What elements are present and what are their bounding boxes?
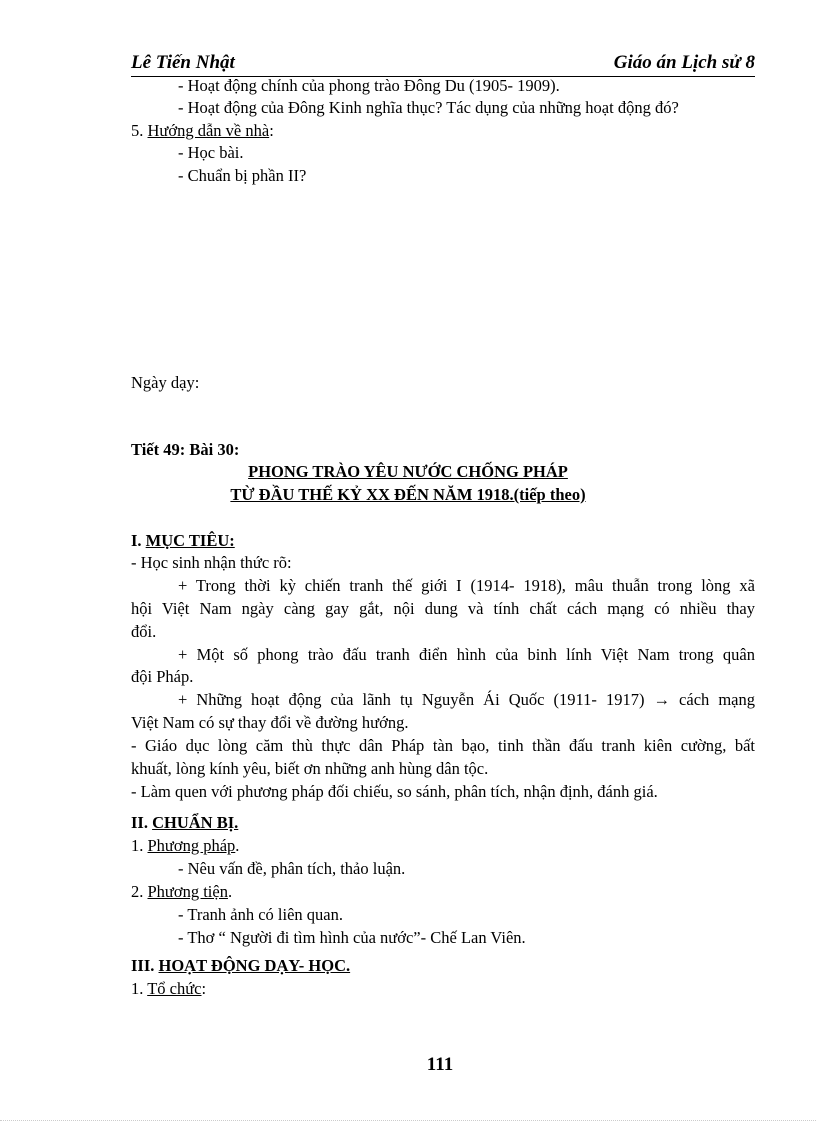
homework-colon: : — [269, 121, 274, 140]
materials-item-1: - Tranh ảnh có liên quan. — [178, 905, 343, 924]
lesson-code: Tiết 49: Bài 30: — [131, 440, 240, 459]
organization-heading — [131, 979, 206, 999]
materials-number: 2. — [131, 882, 148, 901]
date-label: Ngày dạy: — [131, 373, 200, 392]
header-book-title: Giáo án Lịch sử 8 — [613, 52, 755, 73]
section-2-title: CHUẨN BỊ. — [152, 813, 239, 832]
section-1-number: I. — [131, 531, 146, 550]
method-dot: . — [235, 836, 240, 855]
objective-intro: - Học sinh nhận thức rõ: — [131, 553, 292, 572]
objective-5: - Làm quen với phương pháp đối chiếu, so sánh, phân tích, nhận định, đánh giá. — [131, 782, 658, 801]
section-3-title: HOẠT ĐỘNG DẠY- HỌC. — [158, 956, 351, 975]
section-3-number: III. — [131, 956, 159, 975]
objective-3-line-1: + Những hoạt động của lãnh tụ Nguyễn Ái Quốc (1911- 1917) → cách mạng — [178, 690, 755, 709]
objective-1-line-1: + Trong thời kỳ chiến tranh thế giới I (1914- 1918), mâu thuẫn trong lòng xã — [178, 576, 755, 595]
objective-1-line-2: hội Việt Nam ngày càng gay gắt, nội dung và tính chất cách mạng có nhiều thay — [131, 599, 755, 618]
homework-label: Hướng dẫn về nhà — [147, 121, 270, 140]
objective-4-line-1: - Giáo dục lòng căm thù thực dân Pháp tàn bạo, tinh thần đấu tranh kiên cường, bất — [131, 736, 755, 755]
objective-3-line-2: Việt Nam có sự thay đổi về đường hướng. — [131, 713, 409, 732]
page-number: 111 — [426, 1054, 454, 1075]
method-label: Phương pháp — [147, 836, 236, 855]
lesson-title-line-2: TỪ ĐẦU THẾ KỶ XX ĐẾN NĂM 1918.(tiếp theo) — [230, 485, 586, 504]
organization-label: Tổ chức — [147, 979, 202, 998]
materials-label: Phương tiện — [147, 882, 228, 901]
objective-1-line-3: đổi. — [131, 622, 157, 641]
method-heading — [131, 836, 239, 856]
objective-2-line-1: + Một số phong trào đấu tranh điển hình của binh lính Việt Nam trong quân — [178, 645, 755, 664]
header-author: Lê Tiến Nhật — [131, 52, 235, 73]
section-1-title: MỤC TIÊU: — [145, 531, 235, 550]
section-2-heading — [131, 813, 238, 833]
lesson-title-line-1: PHONG TRÀO YÊU NƯỚC CHỐNG PHÁP — [248, 462, 568, 481]
materials-dot: . — [227, 882, 233, 901]
review-question-2: - Hoạt động của Đông Kinh nghĩa thục? Tác dụng của những hoạt động đó? — [178, 98, 679, 117]
page-header — [131, 52, 755, 77]
method-number: 1. — [131, 836, 148, 855]
materials-heading — [131, 882, 232, 902]
section-1-heading — [131, 531, 235, 551]
section-3-heading — [131, 956, 350, 976]
homework-heading — [131, 121, 274, 141]
objective-4-line-2: khuất, lòng kính yêu, biết ơn những anh hùng dân tộc. — [131, 759, 489, 778]
objective-2-line-2: đội Pháp. — [131, 667, 194, 686]
method-item-1: - Nêu vấn đề, phân tích, thảo luận. — [178, 859, 406, 878]
homework-item-1: - Học bài. — [178, 143, 244, 162]
homework-number: 5. — [131, 121, 148, 140]
organization-number: 1. — [131, 979, 148, 998]
homework-item-2: - Chuẩn bị phần II? — [178, 166, 307, 185]
section-2-number: II. — [131, 813, 153, 832]
organization-colon: : — [201, 979, 207, 998]
review-question-1: - Hoạt động chính của phong trào Đông Du (1905- 1909). — [178, 76, 560, 95]
page-bottom-divider — [0, 1120, 816, 1121]
materials-item-2: - Thơ “ Người đi tìm hình của nước”- Chế Lan Viên. — [178, 928, 526, 947]
